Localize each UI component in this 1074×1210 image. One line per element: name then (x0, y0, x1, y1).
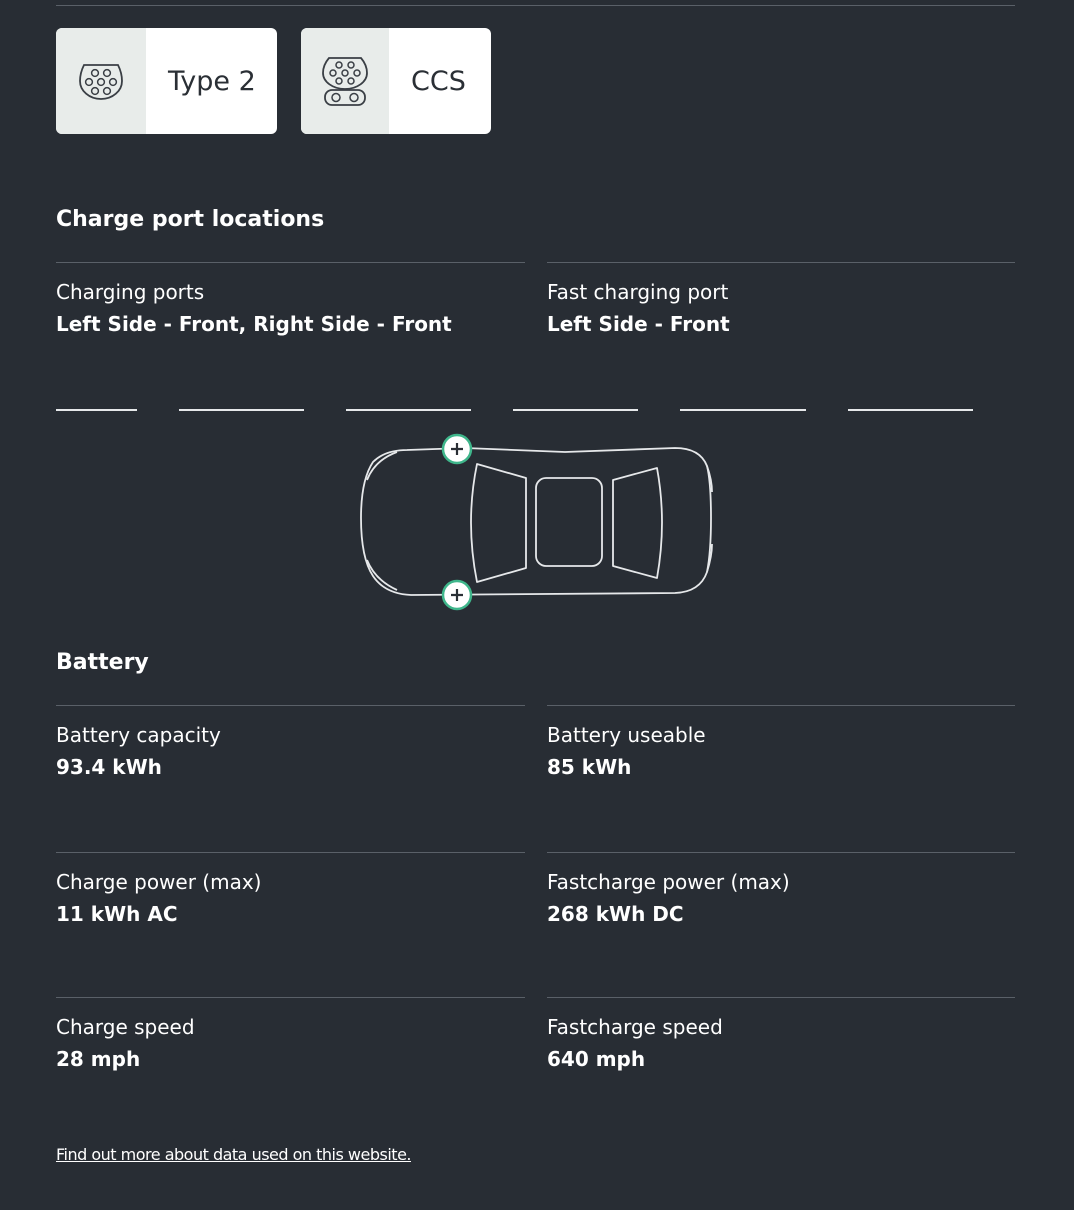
road-marking (848, 409, 973, 411)
spec-label: Battery capacity (56, 723, 221, 747)
spec-value: Left Side - Front, Right Side - Front (56, 312, 452, 336)
spec-label: Battery useable (547, 723, 706, 747)
spec-battery-useable (547, 705, 1015, 779)
connector-label: CCS (411, 65, 466, 97)
road-marking (346, 409, 471, 411)
spec-value: 640 mph (547, 1047, 646, 1071)
spec-label: Charge speed (56, 1015, 195, 1039)
spec-value: 85 kWh (547, 755, 632, 779)
battery-heading: Battery (56, 650, 149, 675)
spec-label: Charge power (max) (56, 870, 262, 894)
car-top-view-diagram (355, 432, 720, 614)
spec-value: 93.4 kWh (56, 755, 162, 779)
spec-charge-speed (56, 997, 525, 1071)
connector-icon-box (301, 28, 389, 134)
spec-charge-power (56, 852, 525, 926)
connector-card-ccs (301, 28, 491, 134)
road-marking (56, 409, 137, 411)
spec-fastcharge-power (547, 852, 1015, 926)
spec-battery-capacity (56, 705, 525, 779)
spec-value: 11 kWh AC (56, 902, 178, 926)
charge-port-locations-heading: Charge port locations (56, 207, 325, 232)
spec-label: Fastcharge power (max) (547, 870, 790, 894)
spec-value: 28 mph (56, 1047, 141, 1071)
spec-value: 268 kWh DC (547, 902, 684, 926)
divider (56, 5, 1015, 6)
data-info-footer (56, 1145, 411, 1164)
road-marking (179, 409, 304, 411)
spec-charging-ports (56, 262, 525, 336)
spec-label: Fastcharge speed (547, 1015, 723, 1039)
charge-port-marker-right[interactable] (443, 581, 471, 609)
data-info-link[interactable]: Find out more about data used on this website (56, 1145, 407, 1164)
spec-fast-charging-port (547, 262, 1015, 336)
road-marking (513, 409, 638, 411)
spec-value: Left Side - Front (547, 312, 730, 336)
connector-label: Type 2 (168, 65, 256, 97)
spec-label: Charging ports (56, 280, 205, 304)
spec-label: Fast charging port (547, 280, 729, 304)
spec-fastcharge-speed (547, 997, 1015, 1071)
connector-icon-box (56, 28, 146, 134)
type2-plug-icon (78, 61, 124, 101)
charge-port-marker-left[interactable] (443, 435, 471, 463)
road-marking (680, 409, 806, 411)
connector-card-type2 (56, 28, 277, 134)
ccs-plug-icon (321, 55, 369, 107)
footer-period: . (406, 1145, 411, 1164)
